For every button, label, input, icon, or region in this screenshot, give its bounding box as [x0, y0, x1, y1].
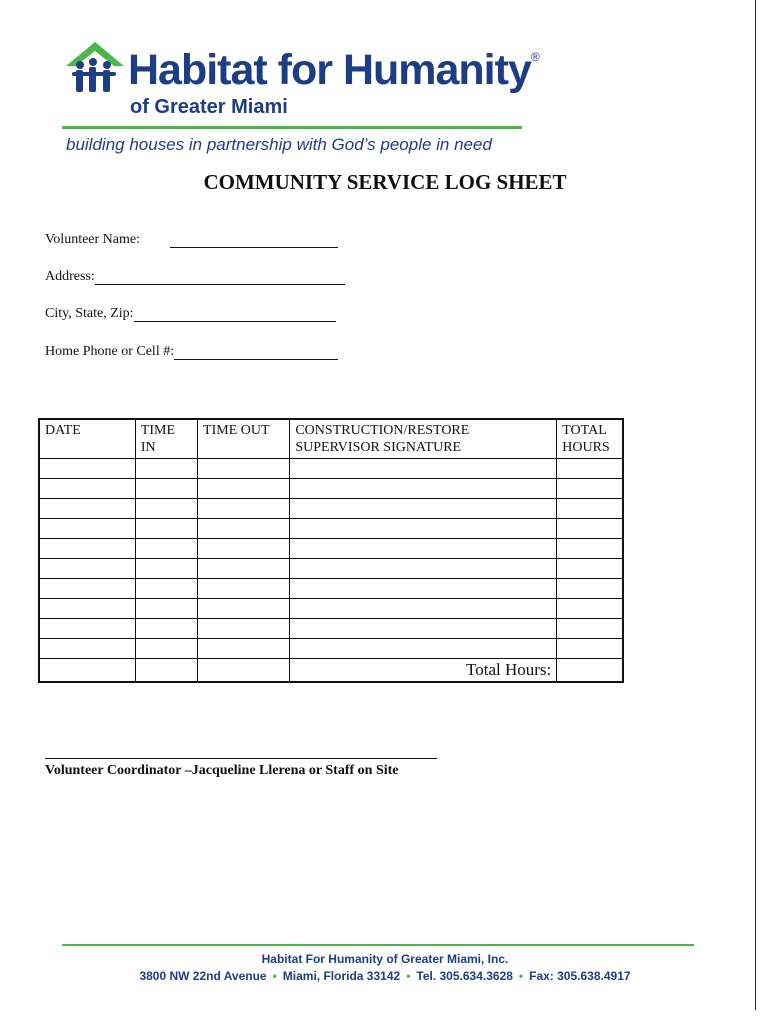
city-state-zip-field[interactable] — [45, 306, 336, 322]
volunteer-name-field[interactable] — [45, 232, 338, 248]
city-state-zip-line[interactable] — [134, 307, 336, 322]
address-label: Address: — [45, 269, 95, 284]
table-cell[interactable] — [135, 459, 197, 479]
footer-address: 3800 NW 22nd Avenue — [139, 969, 267, 983]
table-row — [39, 599, 623, 619]
address-field[interactable] — [45, 269, 345, 285]
address-line[interactable] — [95, 270, 345, 285]
table-cell[interactable] — [290, 519, 557, 539]
table-cell[interactable] — [39, 539, 135, 559]
table-row — [39, 619, 623, 639]
table-cell[interactable] — [135, 479, 197, 499]
footer-city: Miami, Florida 33142 — [282, 969, 401, 983]
footer-fax: Fax: 305.638.4917 — [529, 969, 631, 983]
org-tagline: building houses in partnership with God’s people in need — [66, 135, 492, 154]
table-cell[interactable] — [39, 499, 135, 519]
bullet-icon: • — [406, 969, 411, 983]
table-cell[interactable] — [135, 499, 197, 519]
table-cell[interactable] — [39, 559, 135, 579]
table-cell[interactable] — [135, 559, 197, 579]
header-supervisor-signature: CONSTRUCTION/RESTORE SUPERVISOR SIGNATURE — [290, 419, 557, 459]
city-state-zip-label: City, State, Zip: — [45, 306, 134, 321]
table-cell[interactable] — [135, 539, 197, 559]
table-cell[interactable] — [39, 639, 135, 659]
bullet-icon: • — [518, 969, 524, 983]
table-row — [39, 639, 623, 659]
table-cell[interactable] — [135, 659, 197, 683]
table-cell[interactable] — [557, 579, 623, 599]
table-cell[interactable] — [290, 639, 557, 659]
table-cell[interactable] — [557, 459, 623, 479]
total-hours-label: Total Hours: — [290, 659, 557, 683]
table-row — [39, 479, 623, 499]
table-cell[interactable] — [39, 619, 135, 639]
table-row — [39, 519, 623, 539]
table-cell[interactable] — [135, 639, 197, 659]
table-cell[interactable] — [198, 539, 290, 559]
table-cell[interactable] — [135, 579, 197, 599]
table-header-row — [39, 419, 623, 459]
table-cell[interactable] — [557, 619, 623, 639]
service-log-table — [38, 418, 624, 683]
coordinator-label: Volunteer Coordinator –Jacqueline Llerena or Staff on Site — [45, 763, 399, 778]
table-cell[interactable] — [557, 659, 623, 683]
table-cell[interactable] — [557, 499, 623, 519]
phone-line[interactable] — [174, 345, 338, 360]
table-cell[interactable] — [39, 519, 135, 539]
header-time-in: TIME IN — [135, 419, 197, 459]
footer-tel: Tel. 305.634.3628 — [416, 969, 513, 983]
table-cell[interactable] — [557, 519, 623, 539]
table-cell[interactable] — [557, 559, 623, 579]
footer-divider — [62, 944, 694, 946]
table-cell[interactable] — [198, 479, 290, 499]
header-divider — [62, 126, 522, 129]
table-cell[interactable] — [198, 639, 290, 659]
table-cell[interactable] — [39, 659, 135, 683]
volunteer-name-line[interactable] — [170, 233, 338, 248]
table-cell[interactable] — [198, 659, 290, 683]
org-name: Habitat for Humanity® — [128, 46, 539, 94]
table-cell[interactable] — [198, 499, 290, 519]
table-cell[interactable] — [135, 519, 197, 539]
table-cell[interactable] — [290, 499, 557, 519]
table-cell[interactable] — [557, 599, 623, 619]
table-cell[interactable] — [135, 599, 197, 619]
table-cell[interactable] — [39, 599, 135, 619]
table-cell[interactable] — [39, 479, 135, 499]
table-cell[interactable] — [198, 599, 290, 619]
coordinator-signature-line[interactable] — [45, 758, 437, 759]
table-row — [39, 499, 623, 519]
org-logo — [62, 38, 539, 158]
table-cell[interactable] — [290, 579, 557, 599]
table-cell[interactable] — [290, 599, 557, 619]
table-cell[interactable] — [39, 459, 135, 479]
phone-label: Home Phone or Cell #: — [45, 344, 175, 359]
table-row — [39, 579, 623, 599]
table-cell[interactable] — [135, 619, 197, 639]
header-total-hours: TOTAL HOURS — [557, 419, 623, 459]
bullet-icon: • — [272, 969, 277, 983]
table-cell[interactable] — [290, 559, 557, 579]
table-cell[interactable] — [290, 479, 557, 499]
footer-contact — [0, 969, 770, 983]
table-cell[interactable] — [557, 639, 623, 659]
table-row — [39, 539, 623, 559]
table-cell[interactable] — [39, 579, 135, 599]
page-edge — [755, 0, 756, 1010]
table-cell[interactable] — [290, 619, 557, 639]
table-cell[interactable] — [198, 579, 290, 599]
table-cell[interactable] — [290, 539, 557, 559]
table-cell[interactable] — [198, 619, 290, 639]
table-cell[interactable] — [290, 459, 557, 479]
table-cell[interactable] — [198, 459, 290, 479]
phone-field[interactable] — [45, 344, 338, 360]
footer-org-name: Habitat For Humanity of Greater Miami, Inc. — [261, 952, 509, 966]
volunteer-name-label: Volunteer Name: — [45, 232, 140, 247]
table-cell[interactable] — [198, 519, 290, 539]
table-cell[interactable] — [557, 479, 623, 499]
table-row — [39, 559, 623, 579]
header-time-out: TIME OUT — [198, 419, 290, 459]
habitat-house-icon — [64, 40, 126, 96]
header-date: DATE — [39, 419, 135, 459]
table-row — [39, 459, 623, 479]
table-cell[interactable] — [557, 539, 623, 559]
page-title: COMMUNITY SERVICE LOG SHEET — [203, 170, 567, 194]
table-row — [39, 659, 623, 683]
org-subtitle: of Greater Miami — [130, 96, 288, 118]
table-cell[interactable] — [198, 559, 290, 579]
